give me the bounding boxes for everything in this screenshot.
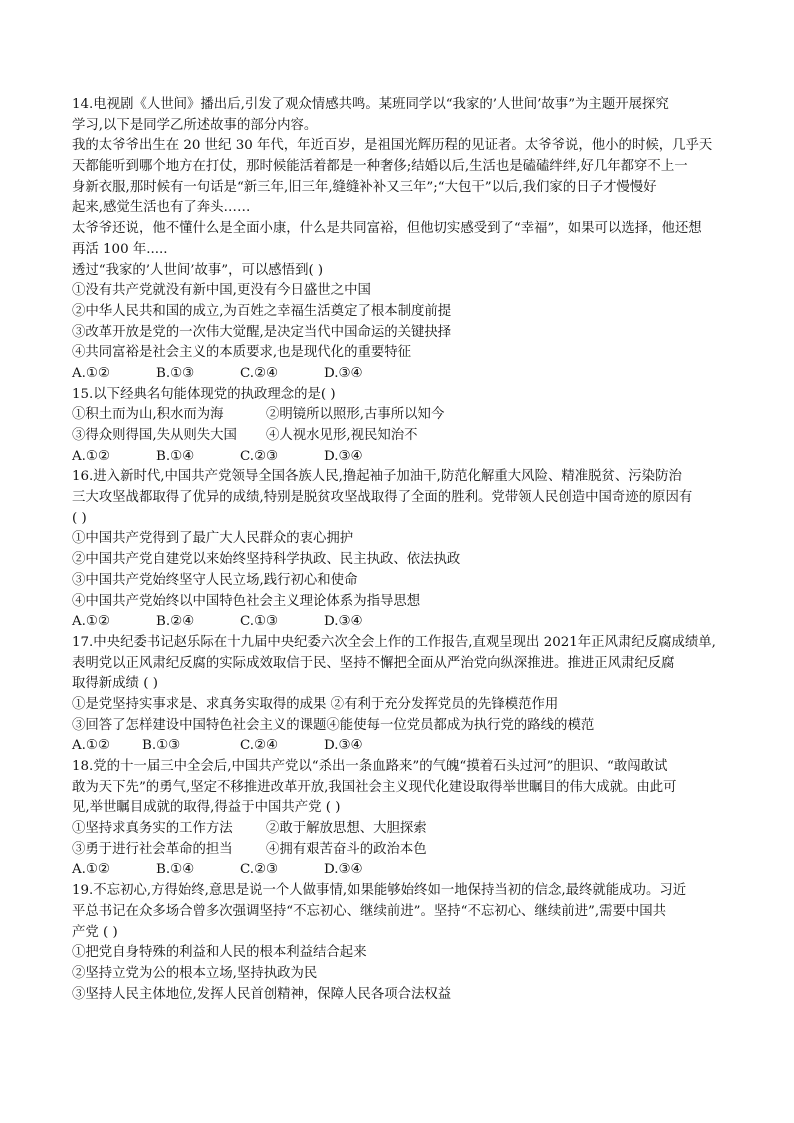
- option-b[interactable]: B.①④: [156, 862, 195, 878]
- q15-statement-row: [72, 426, 724, 447]
- question-15: [72, 385, 724, 468]
- q14-statement: ③改革开放是党的一次伟大觉醒,是决定当代中国命运的关键抉择: [72, 324, 452, 340]
- option-c[interactable]: C.②③: [240, 448, 279, 464]
- q17-options: [72, 736, 724, 757]
- q18-statement: ①坚持求真务实的工作方法: [72, 821, 233, 837]
- q15-statement: ①积土而为山,积水而为海: [72, 407, 224, 423]
- q18-line: 见,举世瞩目成就的取得,得益于中国共产党 ( ): [72, 800, 341, 816]
- q18-statement: ③勇于进行社会革命的担当: [72, 841, 233, 857]
- q19-statement: ②坚持立党为公的根本立场,坚持执政为民: [72, 965, 318, 981]
- q17-statement: ①是党坚持实事求是、求真务实取得的成果 ②有利于充分发挥党员的先锋模范作用: [72, 696, 559, 712]
- q16-line: ( ): [72, 510, 87, 526]
- q14-statement: ①没有共产党就没有新中国,更没有今日盛世之中国: [72, 283, 371, 299]
- q14-line: 我的太爷爷出生在 20 世纪 30 年代，年近百岁，是祖国光辉历程的见证者。太爷爷说，他小的时候，几乎天: [72, 138, 713, 154]
- question-16: [72, 467, 724, 633]
- q16-line: 三大攻坚战都取得了优异的成绩,特别是脱贫攻坚战取得了全面的胜利。党带领人民创造中国奇迹的原因有: [72, 490, 693, 506]
- option-b[interactable]: B.①④: [156, 448, 195, 464]
- option-a[interactable]: A.①②: [72, 738, 110, 754]
- q17-line: 17.中央纪委书记赵乐际在十九届中央纪委六次全会上作的工作报告,直观呈现出 2021年正风肃纪反腐成绩单,: [72, 634, 716, 650]
- q16-statement: ③中国共产党始终坚守人民立场,践行初心和使命: [72, 572, 358, 588]
- q18-statement: ④拥有艰苦奋斗的政治本色: [266, 841, 427, 857]
- q17-line: 表明党以正风肃纪反腐的实际成效取信于民、坚持不懈把全面从严治党向纵深推进。推进正风肃纪反腐: [72, 655, 675, 671]
- q19-statement: ①把党自身特殊的利益和人民的根本利益结合起来: [72, 945, 367, 961]
- q18-line: 敢为天下先”的勇气,坚定不移推进改革开放,我国社会主义现代化建设取得举世瞩目的伟大成就。由此可: [72, 779, 677, 795]
- q14-line: 天都能听到哪个地方在打仗，那时候能活着都是一种奢侈;结婚以后,生活也是磕磕绊绊,好几年都穿不上一: [72, 159, 688, 175]
- q18-statement: ②敢于解放思想、大胆探索: [266, 821, 427, 837]
- q14-line: 学习,以下是同学乙所述故事的部分内容。: [72, 117, 318, 133]
- q15-statement: ②明镜所以照形,古事所以知今: [266, 407, 445, 423]
- option-c[interactable]: C.①③: [240, 614, 279, 630]
- q14-statement: ④共同富裕是社会主义的本质要求,也是现代化的重要特征: [72, 345, 412, 361]
- q14-line: 再活 100 年.....: [72, 241, 168, 257]
- q19-line: 产党 ( ): [72, 924, 118, 940]
- q18-options: [72, 860, 724, 881]
- question-18: [72, 757, 724, 881]
- option-d[interactable]: D.③④: [324, 738, 363, 754]
- option-a[interactable]: A.①②: [72, 614, 110, 630]
- q19-statement: ③坚持人民主体地位,发挥人民首创精神，保障人民各项合法权益: [72, 986, 452, 1002]
- q18-statement-row: [72, 819, 724, 840]
- option-d[interactable]: D.③④: [324, 365, 363, 381]
- q15-stem: 15.以下经典名句能体现党的执政理念的是( ): [72, 386, 336, 402]
- q16-options: [72, 612, 724, 633]
- q19-line: 19.不忘初心,方得始终,意思是说一个人做事情,如果能够始终如一地保持当初的信念,最终就能成功。习近: [72, 883, 687, 899]
- q16-statement: ①中国共产党得到了最广大人民群众的衷心拥护: [72, 531, 354, 547]
- q19-line: 平总书记在众多场合曾多次强调坚持“不忘初心、继续前进”。坚持“不忘初心、继续前进”,需要中国共: [72, 903, 667, 919]
- option-c[interactable]: C.②④: [240, 365, 279, 381]
- q17-line: 取得新成绩 ( ): [72, 676, 158, 692]
- q18-statement-row: [72, 840, 724, 861]
- option-a[interactable]: A.①②: [72, 448, 110, 464]
- q14-statement: ②中华人民共和国的成立,为百姓之幸福生活奠定了根本制度前提: [72, 303, 452, 319]
- q15-statement: ③得众则得国,失从则失大国: [72, 428, 237, 443]
- option-b[interactable]: B.①③: [156, 365, 195, 381]
- q16-line: 16.进入新时代,中国共产党领导全国各族人民,撸起袖子加油干,防范化解重大风险、精准脱贫、污染防治: [72, 469, 682, 485]
- question-17: [72, 633, 724, 757]
- q14-line: 14.电视剧《人世间》播出后,引发了观众情感共鸣。某班同学以“我家的’人世间’故事”为主题开展探究: [72, 97, 669, 112]
- question-14: [72, 95, 724, 385]
- q15-options: [72, 447, 724, 468]
- q15-statement: ④人视水见形,视民知治不: [266, 428, 418, 443]
- q15-statement-row: [72, 405, 724, 426]
- option-a[interactable]: A.①②: [72, 365, 110, 381]
- q17-statement: ③回答了怎样建设中国特色社会主义的课题④能使每一位党员都成为执行党的路线的模范: [72, 717, 595, 733]
- q14-line: 太爷爷还说，他不懂什么是全面小康，什么是共同富裕，但他切实感受到了“幸福”，如果可以选择，他还想: [72, 221, 702, 237]
- question-19: [72, 881, 724, 1005]
- option-d[interactable]: D.③④: [324, 448, 363, 464]
- q14-options: [72, 364, 724, 385]
- q14-line: 起来,感觉生活也有了奔头……: [72, 200, 251, 216]
- q18-line: 18.党的十一届三中全会后,中国共产党以“杀出一条血路来”的气魄“摸着石头过河”的胆识、“敢闯敢试: [72, 759, 668, 774]
- q14-line: 透过“我家的’人世间’故事”，可以感悟到( ): [72, 262, 324, 278]
- option-d[interactable]: D.③④: [324, 614, 363, 630]
- option-a[interactable]: A.①②: [72, 862, 110, 878]
- questions-section: [72, 95, 724, 1005]
- option-b[interactable]: B.②④: [156, 614, 195, 630]
- option-b[interactable]: B.①③: [142, 738, 181, 754]
- option-c[interactable]: C.②④: [240, 738, 279, 754]
- option-c[interactable]: C.②③: [240, 862, 279, 878]
- q16-statement: ②中国共产党自建党以来始终坚持科学执政、民主执政、依法执政: [72, 552, 461, 568]
- option-d[interactable]: D.③④: [324, 862, 363, 878]
- q16-statement: ④中国共产党始终以中国特色社会主义理论体系为指导思想: [72, 593, 421, 609]
- q14-line: 身新衣服,那时候有一句话是“新三年,旧三年,缝缝补补又三年”;“大包干”以后,我们家的日子才慢慢好: [72, 179, 657, 195]
